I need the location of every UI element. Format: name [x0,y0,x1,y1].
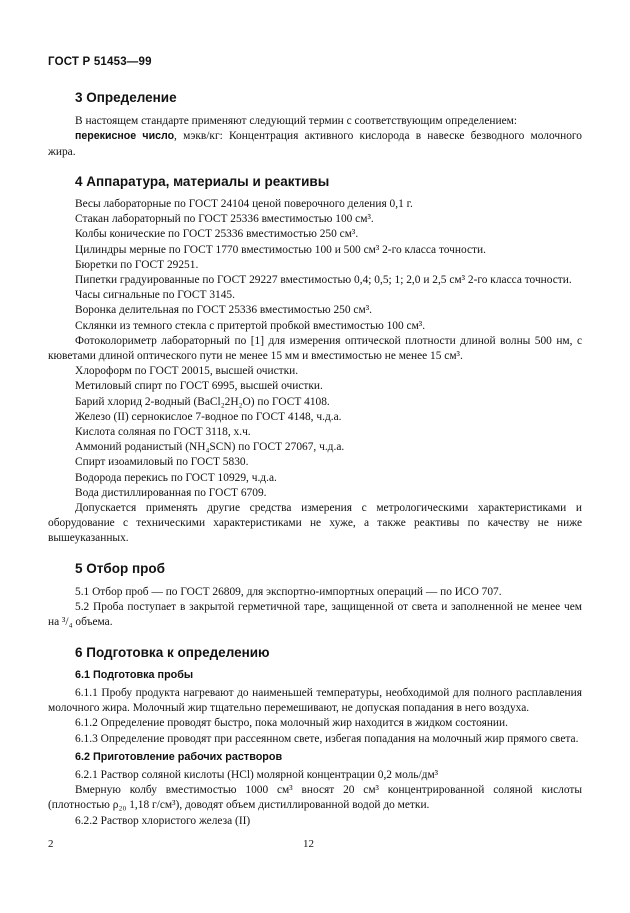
list-item: Пипетки градуированные по ГОСТ 29227 вместимостью 0,4; 0,5; 1; 2,0 и 2,5 см³ 2-го класса точности. [75,274,572,287]
list-item: Воронка делительная по ГОСТ 25336 вместимостью 250 см³. [75,304,372,317]
list-item: Барий хлорид 2-водный (BaCl₂2H₂O) по ГОСТ 4108. [75,395,330,408]
paragraph-5-2: 5.2 Проба поступает в закрытой герметичной таре, защищенной от света и заполненной не менее чем на ³/₄ объема. [48,601,582,629]
list-item: Спирт изоамиловый по ГОСТ 5830. [75,456,249,469]
page-number-center: 12 [303,838,314,850]
subsection-6-2-title: 6.2 Приготовление рабочих растворов [75,750,283,763]
list-item: Кислота соляная по ГОСТ 3118, х.ч. [75,426,251,439]
list-item: Цилиндры мерные по ГОСТ 1770 вместимостью 100 и 500 см³ 2-го класса точности. [75,243,486,256]
section-5-title: 5 Отбор проб [75,560,165,576]
list-item: Стакан лабораторный по ГОСТ 25336 вместимостью 100 см³. [75,213,374,226]
term-peroxide-number: перекисное число [75,130,175,143]
list-item: Колбы конические по ГОСТ 25336 вместимостью 250 см³. [75,228,359,241]
list-item: Склянки из темного стекла с притертой пробкой вместимостью 100 см³. [75,319,426,332]
list-item: Железо (II) сернокислое 7-водное по ГОСТ 4148, ч.д.а. [75,410,342,423]
list-item: Вода дистиллированная по ГОСТ 6709. [75,486,267,499]
list-item: Допускается применять другие средства измерения с метрологическими характеристиками и оборудование с техническими характеристиками не хуже, а также реактивы по качеству не ниже вышеуказанных. [48,502,582,545]
paragraph-6-1-2: 6.1.2 Определение проводят быстро, пока молочный жир находится в жидком состоянии. [75,717,508,730]
subsection-6-1-title: 6.1 Подготовка пробы [75,668,194,681]
document-body [48,90,582,829]
section-6-title: 6 Подготовка к определению [75,644,270,660]
standard-code-header: ГОСТ Р 51453—99 [48,56,152,68]
page-number-left: 2 [48,838,54,850]
section-3-title: 3 Определение [75,90,177,105]
paragraph-5-1: 5.1 Отбор проб — по ГОСТ 26809, для экспортно-импортных операций — по ИСО 707. [75,585,502,598]
term-definition-text: , мэкв/кг: Концентрация активного кислорода в навеске безводного молочного жира. [48,130,582,158]
list-item: Часы сигнальные по ГОСТ 3145. [75,289,235,302]
section-3-definition [48,129,582,159]
list-item: Весы лабораторные по ГОСТ 24104 ценой поверочного деления 0,1 г. [75,198,413,211]
list-item: Фотоколориметр лабораторный по [1] для измерения оптической плотности длиной волны 500 нм, с кюветами длиной оптического пути не менее 15 мм и вместимостью не менее 15 см³. [48,334,582,363]
list-item: Бюретки по ГОСТ 29251. [75,258,199,271]
paragraph-6-2-1-body: Вмерную колбу вместимостью 1000 см³ вносят 20 см³ концентрированной соляной кислоты (плотностью ρ₂₀ 1,18 г/см³), доводят объем дистиллированной водой до метки. [48,784,582,812]
paragraph-6-2-2: 6.2.2 Раствор хлористого железа (II) [75,814,251,827]
list-item: Аммоний роданистый (NH₄SCN) по ГОСТ 27067, ч.д.а. [75,441,345,454]
section-4-title: 4 Аппаратура, материалы и реактивы [75,173,330,189]
list-item: Метиловый спирт по ГОСТ 6995, высшей очистки. [75,380,323,393]
paragraph-6-1-1: 6.1.1 Пробу продукта нагревают до наименьшей температуры, необходимой для полного расплавления молочного жира. Молочный жир тщательно перемешивают, не допуская попадания в него воздуха. [48,686,582,715]
list-item: Хлороформ по ГОСТ 20015, высшей очистки. [75,365,299,378]
paragraph-6-2-1: 6.2.1 Раствор соляной кислоты (HCl) молярной концентрации 0,2 моль/дм³ [75,768,439,781]
section-3-intro: В настоящем стандарте применяют следующий термин с соответствующим определением: [75,115,518,128]
list-item: Водорода перекись по ГОСТ 10929, ч.д.а. [75,471,277,484]
equipment-list [48,197,582,547]
paragraph-6-1-3: 6.1.3 Определение проводят при рассеянном свете, избегая попадания на молочный жир прямого света. [75,732,579,745]
